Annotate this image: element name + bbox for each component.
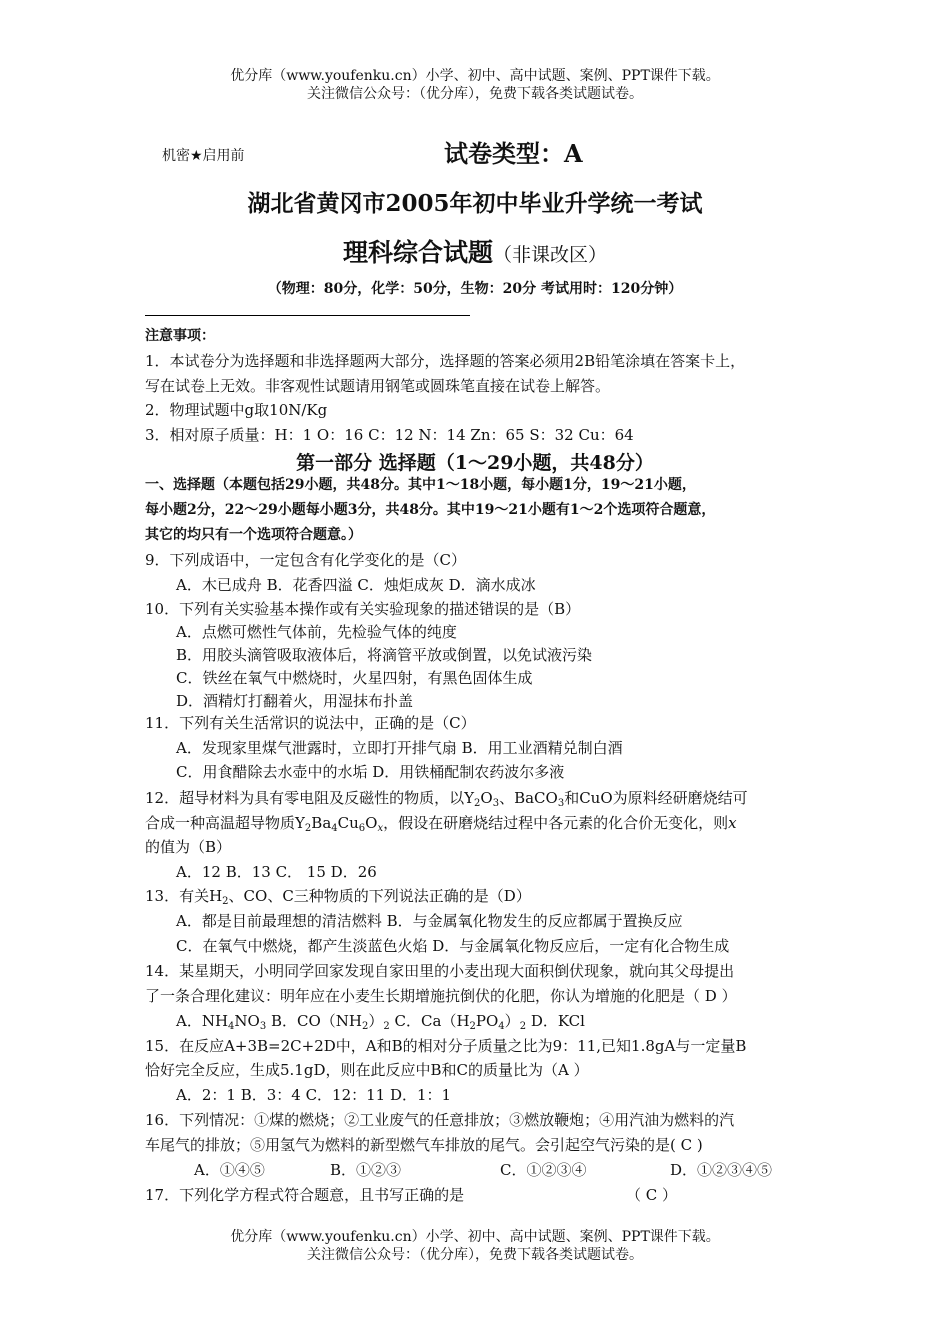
- subject-name: 理科综合试题: [342, 238, 493, 267]
- question-15-line2: 恰好完全反应，生成5.1gD，则在此反应中B和C的质量比为（A ）: [145, 1061, 589, 1079]
- question-15-options: A．2：1 B．3：4 C．12：11 D．1：1: [176, 1086, 452, 1104]
- question-13-options-cd: C．在氧气中燃烧，都产生淡蓝色火焰 D．与金属氧化物反应后，一定有化合物生成: [176, 937, 730, 955]
- watermark-footer-line2: 关注微信公众号：（优分库），免费下载各类试题试卷。: [307, 1247, 643, 1263]
- question-17: 17．下列化学方程式符合题意，且书写正确的是: [145, 1186, 465, 1204]
- paper-type: 试卷类型：A: [444, 139, 583, 168]
- notice-item-1b: 写在试卷上无效。非客观性试题请用钢笔或圆珠笔直接在试卷上解答。: [145, 377, 611, 395]
- subject-region: （非课改区）: [493, 244, 608, 266]
- divider-line: [145, 315, 470, 316]
- question-12-line3: 的值为（B）: [145, 838, 232, 856]
- section-intro-2: 每小题2分，22～29小题每小题3分，共48分。其中19～21小题有1～2个选项符合题意，: [145, 502, 716, 518]
- secret-label: 机密★启用前: [162, 148, 245, 164]
- question-10-option-a: A．点燃可燃性气体前，先检验气体的纯度: [176, 623, 457, 641]
- question-9: 9．下列成语中，一定包含有化学变化的是（C）: [145, 551, 467, 569]
- question-16-option-a: A．①④⑤: [194, 1161, 265, 1179]
- question-9-options: A．木已成舟 B．花香四溢 C．烛炬成灰 D．滴水成冰: [176, 576, 536, 594]
- question-16-line1: 16．下列情况：①煤的燃烧；②工业废气的任意排放；③燃放鞭炮；④用汽油为燃料的汽: [145, 1111, 735, 1129]
- question-12-line2: 合成一种高温超导物质$Y_2Ba_4Cu_6O_x$，假设在研磨烧结过程中各元素的化合价无变化，则x: [145, 814, 737, 834]
- question-15-line1: 15．在反应A+3B=2C+2D中，A和B的相对分子质量之比为9：11,已知1.8gA与一定量B: [145, 1037, 747, 1055]
- section-intro-1: 一、选择题（本题包括29小题，共48分。其中1～18小题，每小题1分，19～21小题，: [145, 477, 696, 493]
- question-10: 10．下列有关实验基本操作或有关实验现象的描述错误的是（B）: [145, 600, 581, 618]
- formula-superconductor: $Y_2Ba_4Cu_6O_x$: [295, 814, 384, 834]
- watermark-footer-line1: 优分库（www.youfenku.cn）小学、初中、高中试题、案例、PPT课件下载。: [230, 1229, 720, 1245]
- question-11-options-cd: C．用食醋除去水壶中的水垢 D．用铁桶配制农药波尔多液: [176, 763, 565, 781]
- question-14-line2: 了一条合理化建议：明年应在小麦生长期增施抗倒伏的化肥，你认为增施的化肥是（ D ）: [145, 987, 737, 1005]
- notice-item-2: 2．物理试题中g取10N/Kg: [145, 401, 328, 419]
- q12-text-a: 12．超导材料为具有零电阻及反磁性的物质，以: [145, 789, 465, 807]
- subject-title: [0, 233, 950, 269]
- notice-item-1a: 1．本试卷分为选择题和非选择题两大部分，选择题的答案必须用2B铅笔涂填在答案卡上，: [145, 352, 746, 370]
- question-10-option-d: D．酒精灯打翻着火，用湿抹布扑盖: [176, 692, 414, 710]
- question-16-line2: 车尾气的排放；⑤用氢气为燃料的新型燃气车排放的尾气。会引起空气污染的是( C ): [145, 1136, 703, 1154]
- question-10-option-b: B．用胶头滴管吸取液体后，将滴管平放或倒置，以免试液污染: [176, 646, 593, 664]
- exam-title: 湖北省黄冈市2005年初中毕业升学统一考试: [247, 190, 703, 217]
- question-10-option-c: C．铁丝在氧气中燃烧时，火星四射，有黑色固体生成: [176, 669, 533, 687]
- question-13: 13．有关$H_2$、CO、C三种物质的下列说法正确的是（D）: [145, 887, 531, 907]
- score-breakdown: （物理：80分，化学：50分，生物：20分 考试用时：120分钟）: [267, 281, 683, 297]
- question-17-answer: （ C ）: [626, 1186, 678, 1204]
- question-13-options-ab: A．都是目前最理想的清洁燃料 B．与金属氧化物发生的反应都属于置换反应: [176, 912, 683, 930]
- question-14-line1: 14．某星期天，小明同学回家发现自家田里的小麦出现大面积倒伏现象，就向其父母提出: [145, 962, 735, 980]
- formula-y2o3: $Y_2O_3$: [464, 789, 500, 809]
- question-16-option-c: C．①②③④: [500, 1161, 587, 1179]
- formula-cuo: 和CuO: [564, 789, 613, 807]
- notice-heading: 注意事项：: [145, 328, 215, 344]
- question-16-option-b: B．①②③: [330, 1161, 402, 1179]
- watermark-header-line2: 关注微信公众号：（优分库），免费下载各类试题试卷。: [307, 86, 643, 102]
- notice-item-3: 3．相对原子质量：H：1 O：16 C：12 N：14 Zn：65 S：32 Cu：64: [145, 426, 634, 444]
- question-12-options: A．12 B．13 C． 15 D．26: [176, 863, 377, 881]
- question-16-option-d: D．①②③④⑤: [670, 1161, 773, 1179]
- section-intro-3: 其它的均只有一个选项符合题意。）: [145, 527, 362, 543]
- q12-text-b: 为原料经研磨烧结可: [612, 789, 748, 807]
- question-12-line1: [145, 788, 748, 814]
- watermark-header-line1: 优分库（www.youfenku.cn）小学、初中、高中试题、案例、PPT课件下载。: [230, 68, 720, 84]
- part-heading: 第一部分 选择题（1～29小题，共48分）: [296, 452, 654, 474]
- question-14-options: A．$NH_4NO_3$ B．$CO(NH_2)_2$ C．$Ca(H_2PO_4)_2$ D．KCl: [176, 1012, 585, 1032]
- question-11: 11．下列有关生活常识的说法中，正确的是（C）: [145, 714, 476, 732]
- formula-baco3: 、BaCO$_3$: [499, 789, 565, 809]
- question-11-options-ab: A．发现家里煤气泄露时，立即打开排气扇 B．用工业酒精兑制白酒: [176, 739, 623, 757]
